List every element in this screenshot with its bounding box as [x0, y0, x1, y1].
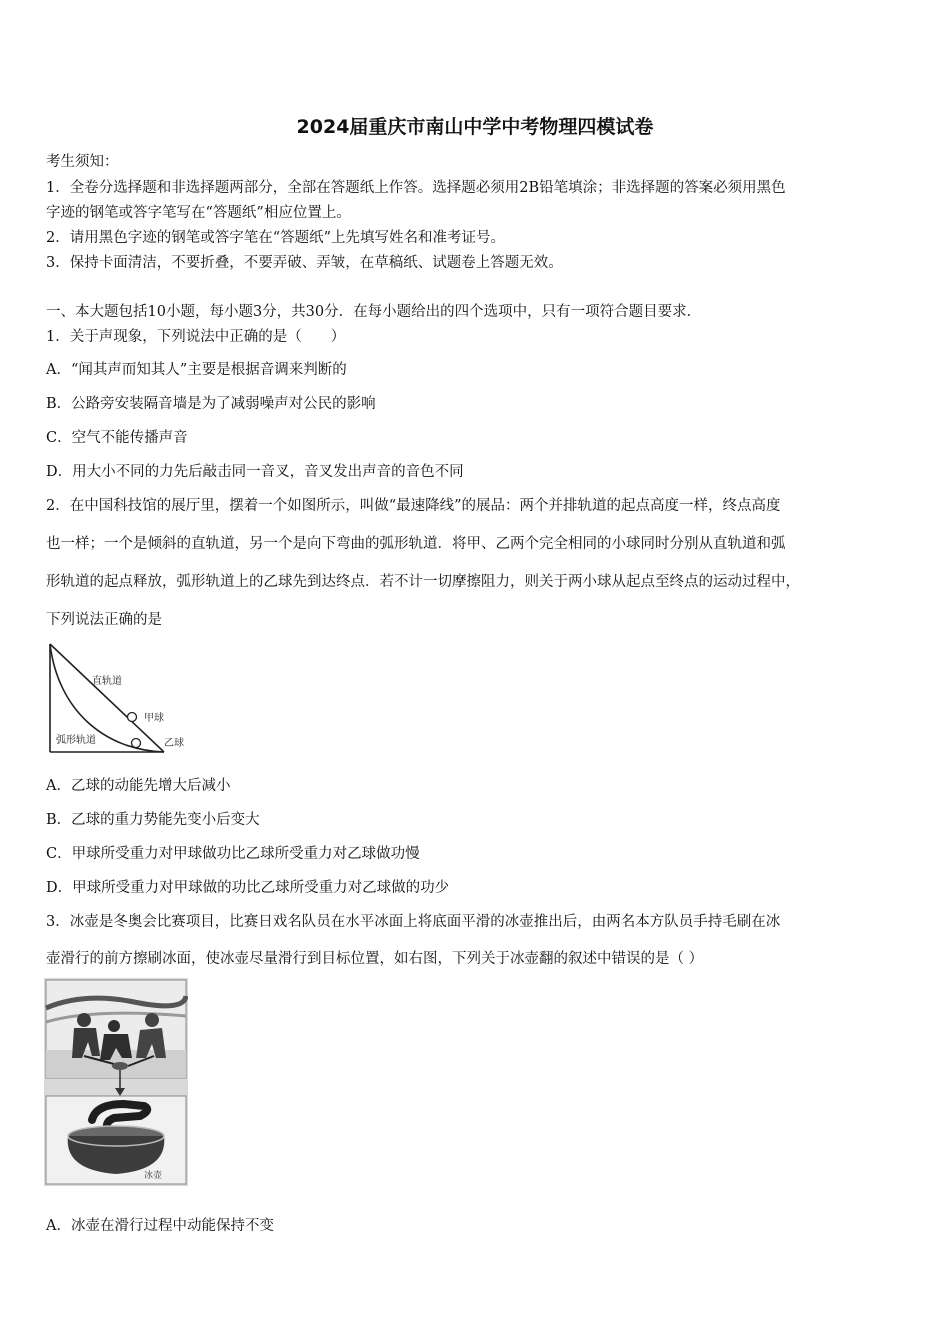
- notice-line-1: 1．全卷分选择题和非选择题两部分，全部在答题纸上作答。选择题必须用2B铅笔填涂；非选择题的答案必须用黑色: [46, 180, 786, 196]
- q3-option-a: A．冰壶在滑行过程中动能保持不变: [46, 1218, 274, 1234]
- ball-yi: [132, 739, 141, 748]
- label-curved-track: 弧形轨道: [56, 735, 96, 746]
- notice-line-3: 2．请用黑色字迹的钢笔或答字笔在“答题纸”上先填写姓名和准考证号。: [46, 230, 506, 246]
- q2-option-a: A．乙球的动能先增大后减小: [46, 778, 231, 794]
- q3-stem-line-1: 3．冰壶是冬奥会比赛项目，比赛日戏名队员在水平冰面上将底面平滑的冰壶推出后，由两名本方队员手持毛刷在冰: [46, 914, 781, 930]
- notice-heading: 考生须知：: [46, 154, 119, 170]
- label-ball-yi: 乙球: [164, 738, 184, 749]
- notice-line-2: 字迹的钢笔或答字笔写在“答题纸”相应位置上。: [46, 205, 351, 221]
- q2-stem-line-2: 也一样；一个是倾斜的直轨道，另一个是向下弯曲的弧形轨道．将甲、乙两个完全相同的小球同时分别从直轨道和弧: [46, 536, 786, 552]
- q2-option-c: C．甲球所受重力对甲球做功比乙球所受重力对乙球做功慢: [46, 846, 420, 862]
- q2-option-d: D．甲球所受重力对甲球做的功比乙球所受重力对乙球做的功少: [46, 880, 450, 896]
- notice-line-4: 3．保持卡面清洁，不要折叠，不要弄破、弄皱，在草稿纸、试题卷上答题无效。: [46, 255, 563, 271]
- section-heading: 一、本大题包括10小题，每小题3分，共30分．在每小题给出的四个选项中，只有一项符合题目要求．: [46, 304, 702, 320]
- q1-option-b: B．公路旁安装隔音墙是为了减弱噪声对公民的影响: [46, 396, 376, 412]
- q2-stem-line-4: 下列说法正确的是: [46, 612, 162, 628]
- q1-option-d: D．用大小不同的力先后敲击同一音叉，音叉发出声音的音色不同: [46, 464, 464, 480]
- curling-photo: [44, 978, 188, 1186]
- page-title: 2024届重庆市南山中学中考物理四模试卷: [296, 116, 654, 138]
- ball-jia: [128, 713, 137, 722]
- label-curling-stone: 冰壶: [144, 1171, 163, 1181]
- label-straight-track: 直轨道: [92, 676, 122, 687]
- q1-stem: 1．关于声现象，下列说法中正确的是（ ）: [46, 329, 346, 345]
- brachistochrone-figure: [44, 640, 204, 765]
- q2-stem-line-1: 2．在中国科技馆的展厅里，摆着一个如图所示，叫做“最速降线”的展品：两个并排轨道的起点高度一样，终点高度: [46, 498, 781, 514]
- q2-option-b: B．乙球的重力势能先变小后变大: [46, 812, 260, 828]
- q1-option-a: A．“闻其声而知其人”主要是根据音调来判断的: [46, 362, 347, 378]
- q1-option-c: C．空气不能传播声音: [46, 430, 188, 446]
- label-ball-jia: 甲球: [144, 713, 164, 724]
- q2-stem-line-3: 形轨道的起点释放，弧形轨道上的乙球先到达终点．若不计一切摩擦阻力，则关于两小球从起点至终点的运动过程中，: [46, 574, 800, 590]
- q3-stem-line-2: 壶滑行的前方擦刷冰面，使冰壶尽量滑行到目标位置，如右图，下列关于冰壶翻的叙述中错误的是（ ）: [46, 951, 704, 967]
